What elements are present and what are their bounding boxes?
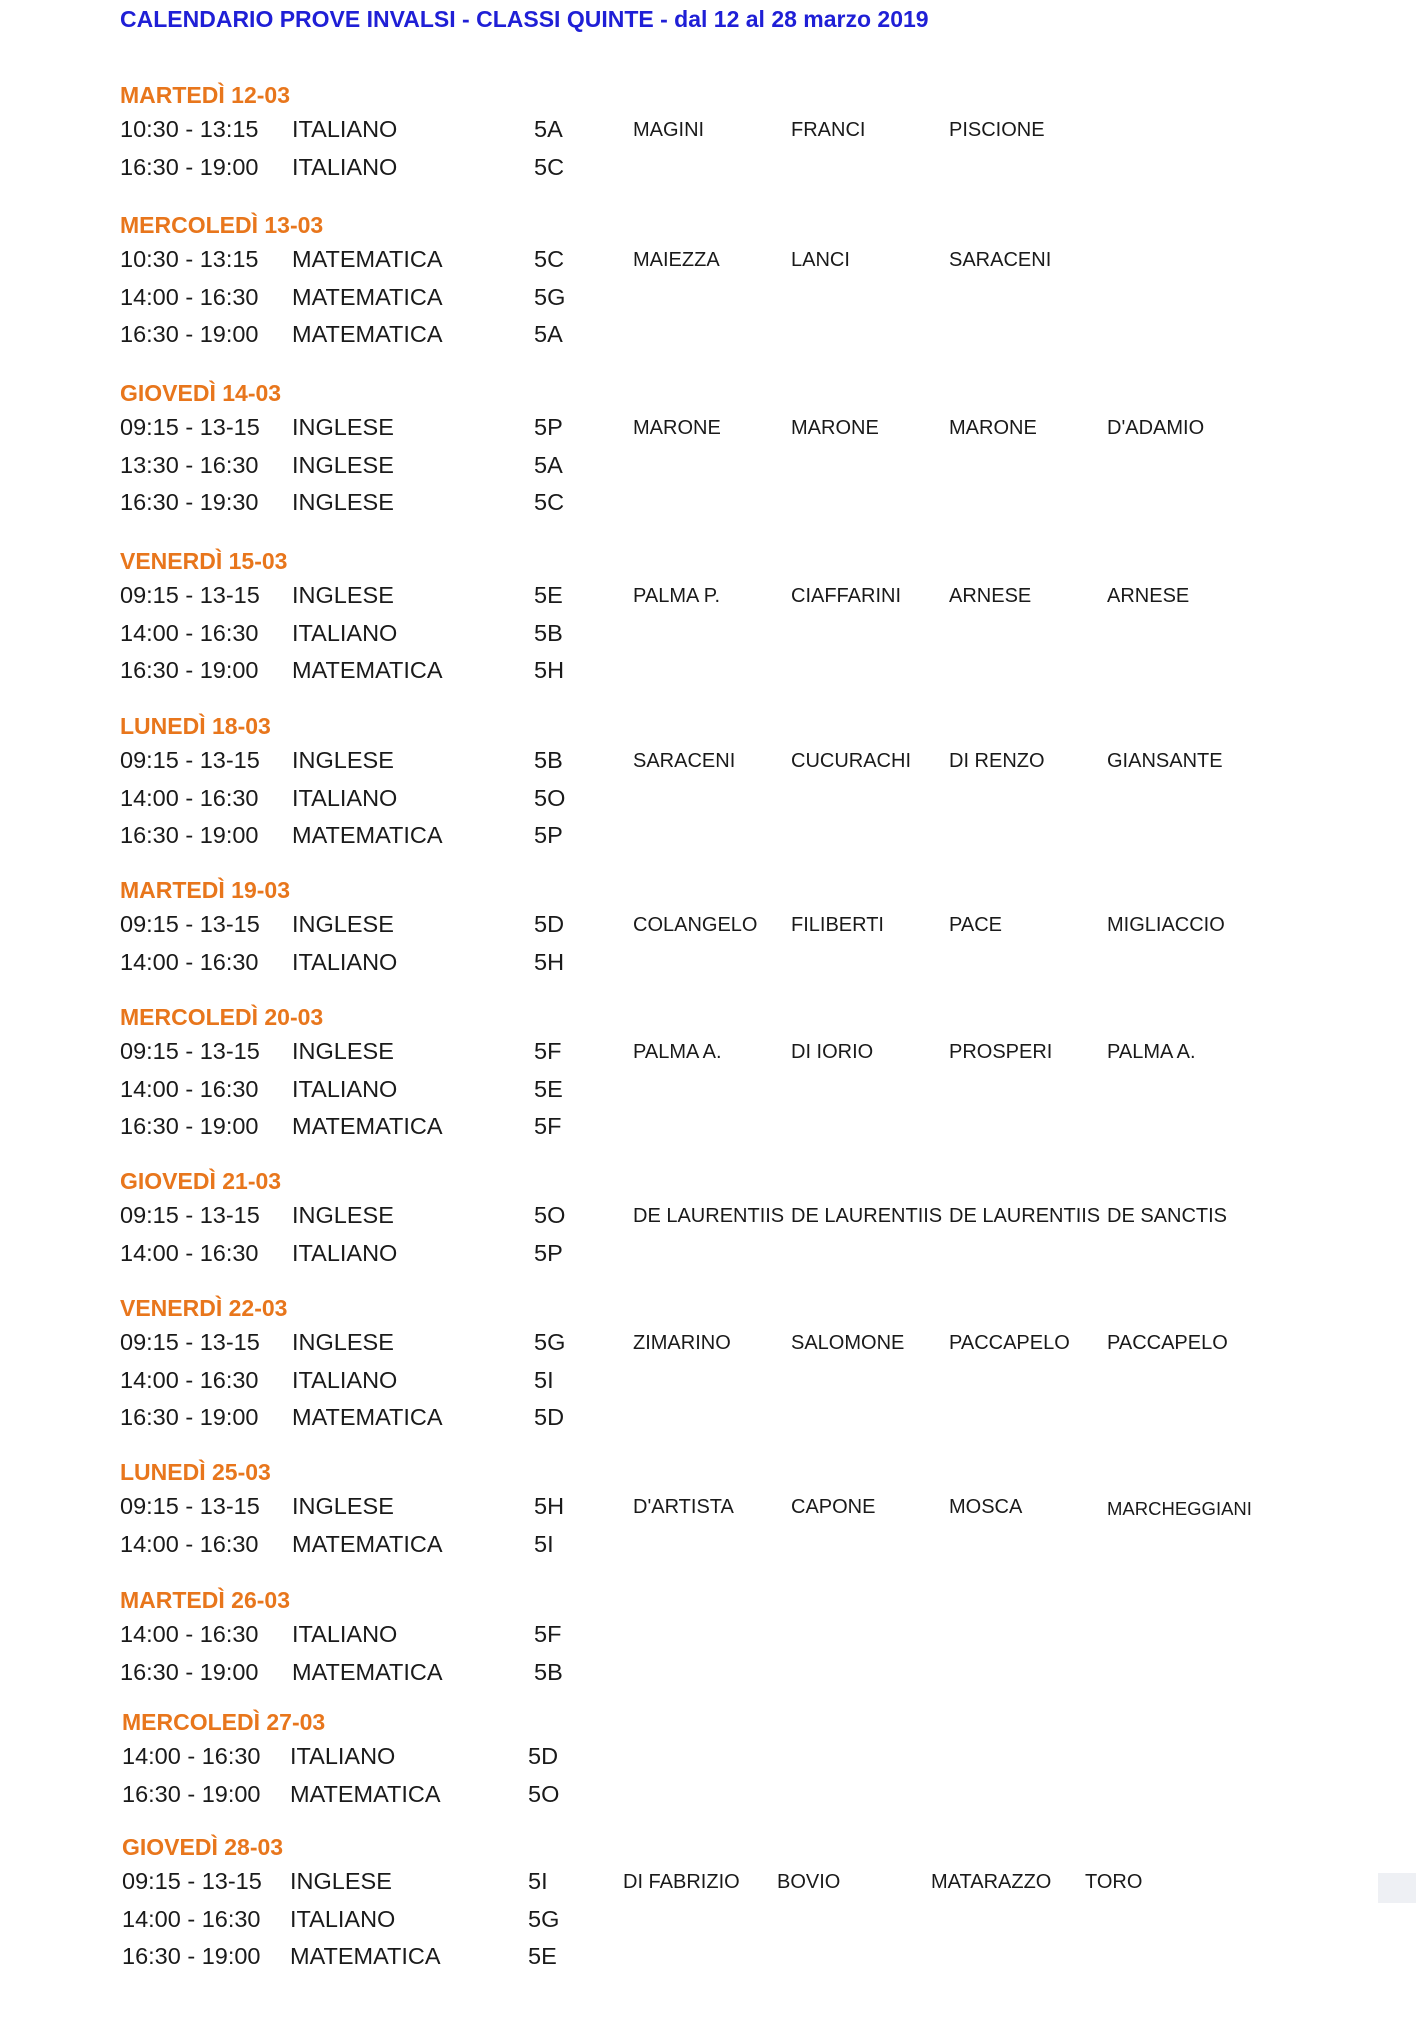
schedule-row — [120, 1329, 1300, 1359]
class-cell: 5F — [534, 1113, 562, 1139]
teacher-cell: D'ARTISTA — [633, 1496, 734, 1518]
time-cell: 14:00 - 16:30 — [122, 1905, 261, 1932]
subject-cell: MATEMATICA — [292, 246, 443, 272]
class-cell: 5E — [534, 1075, 563, 1102]
teacher-cell: PALMA A. — [1107, 1041, 1196, 1063]
class-cell: 5G — [534, 283, 566, 310]
day-heading: LUNEDÌ 18-03 — [120, 713, 271, 739]
class-cell: 5F — [534, 1038, 562, 1064]
schedule-row — [120, 246, 1300, 276]
schedule-row — [120, 452, 1300, 482]
schedule-row — [120, 949, 1300, 979]
teacher-cell: PACE — [949, 914, 1002, 936]
teacher-cell: MARCHEGGIANI — [1107, 1498, 1252, 1519]
class-cell: 5B — [534, 619, 563, 646]
time-cell: 14:00 - 16:30 — [120, 1530, 259, 1557]
teacher-cell: PISCIONE — [949, 119, 1045, 141]
class-cell: 5H — [534, 948, 565, 975]
schedule-row — [120, 1404, 1300, 1434]
teacher-cell: DE LAURENTIIS — [949, 1205, 1101, 1227]
subject-cell: INGLESE — [292, 1493, 394, 1519]
class-cell: 5B — [534, 747, 563, 773]
subject-cell: ITALIANO — [292, 1239, 398, 1266]
time-cell: 16:30 - 19:00 — [122, 1943, 261, 1969]
day-heading: VENERDÌ 22-03 — [120, 1295, 288, 1321]
teacher-cell: ZIMARINO — [633, 1332, 731, 1354]
subject-cell: INGLESE — [292, 747, 394, 773]
teacher-cell: CUCURACHI — [791, 750, 911, 772]
subject-cell: ITALIANO — [292, 948, 398, 975]
teacher-cell: FILIBERTI — [791, 914, 884, 936]
schedule-row — [120, 1906, 1300, 1936]
schedule-row — [120, 1113, 1300, 1143]
schedule-row — [120, 1076, 1300, 1106]
schedule-row — [120, 1531, 1300, 1561]
class-cell: 5G — [534, 1329, 566, 1355]
teacher-cell: MATARAZZO — [931, 1871, 1052, 1893]
time-cell: 09:15 - 13-15 — [120, 911, 260, 937]
subject-cell: ITALIANO — [292, 116, 398, 142]
class-cell: 5H — [534, 657, 565, 683]
schedule-row — [120, 1202, 1300, 1232]
subject-cell: INGLESE — [292, 1202, 394, 1228]
class-cell: 5O — [534, 784, 566, 811]
schedule-row — [120, 582, 1300, 612]
time-cell: 10:30 - 13:15 — [120, 246, 259, 272]
subject-cell: MATEMATICA — [292, 1658, 443, 1685]
class-cell: 5O — [534, 1202, 566, 1228]
subject-cell: MATEMATICA — [292, 283, 443, 310]
time-cell: 14:00 - 16:30 — [120, 948, 259, 975]
subject-cell: INGLESE — [292, 414, 394, 440]
subject-cell: ITALIANO — [292, 619, 398, 646]
time-cell: 09:15 - 13-15 — [120, 414, 260, 440]
schedule-row — [120, 116, 1300, 146]
class-cell: 5D — [534, 1404, 565, 1430]
subject-cell: INGLESE — [292, 582, 394, 608]
day-heading: MARTEDÌ 12-03 — [120, 82, 290, 108]
subject-cell: MATEMATICA — [292, 1404, 443, 1430]
subject-cell: MATEMATICA — [292, 321, 443, 347]
teacher-cell: PALMA P. — [633, 585, 721, 607]
class-cell: 5H — [534, 1493, 565, 1519]
time-cell: 16:30 - 19:30 — [120, 489, 259, 515]
schedule-row — [120, 1621, 1300, 1651]
page-title: CALENDARIO PROVE INVALSI - CLASSI QUINTE - dal 12 al 28 marzo 2019 — [120, 6, 929, 32]
subject-cell: INGLESE — [290, 1868, 392, 1894]
time-cell: 14:00 - 16:30 — [120, 283, 259, 310]
class-cell: 5A — [534, 321, 563, 347]
time-cell: 13:30 - 16:30 — [120, 451, 259, 478]
schedule-row — [120, 657, 1300, 687]
schedule-row — [120, 822, 1300, 852]
subject-cell: INGLESE — [292, 489, 394, 515]
schedule-row — [120, 785, 1300, 815]
subject-cell: INGLESE — [292, 911, 394, 937]
schedule-row — [120, 1943, 1300, 1973]
day-heading: GIOVEDÌ 28-03 — [122, 1834, 284, 1860]
class-cell: 5F — [534, 1621, 562, 1647]
class-cell: 5A — [534, 451, 563, 478]
class-cell: 5I — [528, 1868, 548, 1894]
schedule-row — [120, 1493, 1300, 1523]
day-heading: MERCOLEDÌ 13-03 — [120, 212, 324, 238]
subject-cell: ITALIANO — [292, 153, 398, 180]
teacher-cell: PALMA A. — [633, 1041, 722, 1063]
day-heading: MERCOLEDÌ 20-03 — [120, 1004, 324, 1030]
class-cell: 5I — [534, 1530, 554, 1557]
teacher-cell: DI RENZO — [949, 750, 1045, 772]
class-cell: 5P — [534, 1239, 563, 1266]
teacher-cell: LANCI — [791, 249, 850, 271]
time-cell: 14:00 - 16:30 — [120, 1621, 259, 1647]
time-cell: 14:00 - 16:30 — [120, 1075, 259, 1102]
subject-cell: INGLESE — [292, 451, 394, 478]
class-cell: 5C — [534, 489, 565, 515]
schedule-row — [120, 154, 1300, 184]
class-cell: 5B — [534, 1658, 563, 1685]
time-cell: 16:30 - 19:00 — [120, 822, 259, 848]
teacher-cell: MIGLIACCIO — [1107, 914, 1225, 936]
subject-cell: ITALIANO — [290, 1743, 396, 1769]
class-cell: 5E — [534, 582, 563, 608]
teacher-cell: GIANSANTE — [1107, 750, 1223, 772]
class-cell: 5E — [528, 1943, 557, 1969]
teacher-cell: CAPONE — [791, 1496, 876, 1518]
schedule-row — [120, 284, 1300, 314]
day-heading: GIOVEDÌ 14-03 — [120, 380, 282, 406]
subject-cell: ITALIANO — [292, 1621, 398, 1647]
class-cell: 5C — [534, 153, 565, 180]
time-cell: 14:00 - 16:30 — [120, 784, 259, 811]
teacher-cell: FRANCI — [791, 119, 866, 141]
schedule-row — [120, 747, 1300, 777]
time-cell: 10:30 - 13:15 — [120, 116, 259, 142]
teacher-cell: ARNESE — [949, 585, 1032, 607]
time-cell: 09:15 - 13-15 — [120, 1329, 260, 1355]
schedule-row — [120, 911, 1300, 941]
teacher-cell: SALOMONE — [791, 1332, 905, 1354]
time-cell: 09:15 - 13-15 — [120, 1493, 260, 1519]
teacher-cell: SARACENI — [949, 249, 1052, 271]
class-cell: 5D — [534, 911, 565, 937]
schedule-row — [120, 1743, 1300, 1773]
teacher-cell: SARACENI — [633, 750, 736, 772]
time-cell: 14:00 - 16:30 — [120, 1366, 259, 1393]
class-cell: 5D — [528, 1743, 559, 1769]
subject-cell: INGLESE — [292, 1038, 394, 1064]
teacher-cell: PACCAPELO — [1107, 1332, 1228, 1354]
time-cell: 16:30 - 19:00 — [120, 1658, 259, 1685]
subject-cell: MATEMATICA — [292, 1530, 443, 1557]
time-cell: 09:15 - 13-15 — [120, 582, 260, 608]
teacher-cell: DI FABRIZIO — [623, 1871, 740, 1893]
teacher-cell: DE SANCTIS — [1107, 1205, 1228, 1227]
subject-cell: MATEMATICA — [292, 822, 443, 848]
schedule-row — [120, 414, 1300, 444]
teacher-cell: PROSPERI — [949, 1041, 1053, 1063]
teacher-cell: CIAFFARINI — [791, 585, 902, 607]
teacher-cell: DE LAURENTIIS — [791, 1205, 943, 1227]
class-cell: 5I — [534, 1366, 554, 1393]
day-heading: MARTEDÌ 26-03 — [120, 1587, 290, 1613]
time-cell: 16:30 - 19:00 — [120, 321, 259, 347]
teacher-cell: PACCAPELO — [949, 1332, 1070, 1354]
subject-cell: MATEMATICA — [290, 1943, 441, 1969]
teacher-cell: BOVIO — [777, 1871, 841, 1893]
time-cell: 16:30 - 19:00 — [120, 1113, 259, 1139]
subject-cell: ITALIANO — [292, 784, 398, 811]
schedule-row — [120, 1868, 1300, 1898]
day-heading: MERCOLEDÌ 27-03 — [122, 1709, 326, 1735]
schedule-row — [120, 1781, 1300, 1811]
subject-cell: MATEMATICA — [290, 1780, 441, 1807]
time-cell: 14:00 - 16:30 — [120, 1239, 259, 1266]
time-cell: 09:15 - 13-15 — [120, 747, 260, 773]
time-cell: 09:15 - 13-15 — [120, 1038, 260, 1064]
schedule-row — [120, 1038, 1300, 1068]
class-cell: 5C — [534, 246, 565, 272]
subject-cell: MATEMATICA — [292, 1113, 443, 1139]
class-cell: 5A — [534, 116, 563, 142]
schedule-row — [120, 321, 1300, 351]
time-cell: 09:15 - 13-15 — [120, 1202, 260, 1228]
teacher-cell: MARONE — [633, 417, 721, 439]
class-cell: 5O — [528, 1780, 560, 1807]
schedule-row — [120, 489, 1300, 519]
time-cell: 14:00 - 16:30 — [120, 619, 259, 646]
schedule-row — [120, 620, 1300, 650]
scrollbar-thumb[interactable] — [1378, 1873, 1416, 1903]
class-cell: 5G — [528, 1905, 560, 1932]
teacher-cell: MARONE — [949, 417, 1037, 439]
time-cell: 16:30 - 19:00 — [120, 153, 259, 180]
subject-cell: INGLESE — [292, 1329, 394, 1355]
schedule-row — [120, 1367, 1300, 1397]
teacher-cell: MAIEZZA — [633, 249, 720, 271]
schedule-row — [120, 1659, 1300, 1689]
schedule-row — [120, 1240, 1300, 1270]
class-cell: 5P — [534, 822, 563, 848]
teacher-cell: DE LAURENTIIS — [633, 1205, 785, 1227]
teacher-cell: MAGINI — [633, 119, 705, 141]
day-heading: GIOVEDÌ 21-03 — [120, 1168, 282, 1194]
subject-cell: MATEMATICA — [292, 657, 443, 683]
subject-cell: ITALIANO — [292, 1366, 398, 1393]
teacher-cell: MARONE — [791, 417, 879, 439]
teacher-cell: COLANGELO — [633, 914, 758, 936]
day-heading: LUNEDÌ 25-03 — [120, 1459, 271, 1485]
time-cell: 09:15 - 13-15 — [122, 1868, 262, 1894]
teacher-cell: MOSCA — [949, 1496, 1023, 1518]
teacher-cell: DI IORIO — [791, 1041, 874, 1063]
subject-cell: ITALIANO — [292, 1075, 398, 1102]
teacher-cell: D'ADAMIO — [1107, 417, 1205, 439]
day-heading: VENERDÌ 15-03 — [120, 548, 288, 574]
time-cell: 16:30 - 19:00 — [122, 1780, 261, 1807]
time-cell: 16:30 - 19:00 — [120, 657, 259, 683]
class-cell: 5P — [534, 414, 563, 440]
time-cell: 14:00 - 16:30 — [122, 1743, 261, 1769]
time-cell: 16:30 - 19:00 — [120, 1404, 259, 1430]
day-heading: MARTEDÌ 19-03 — [120, 877, 290, 903]
teacher-cell: ARNESE — [1107, 585, 1190, 607]
subject-cell: ITALIANO — [290, 1905, 396, 1932]
teacher-cell: TORO — [1085, 1871, 1143, 1893]
